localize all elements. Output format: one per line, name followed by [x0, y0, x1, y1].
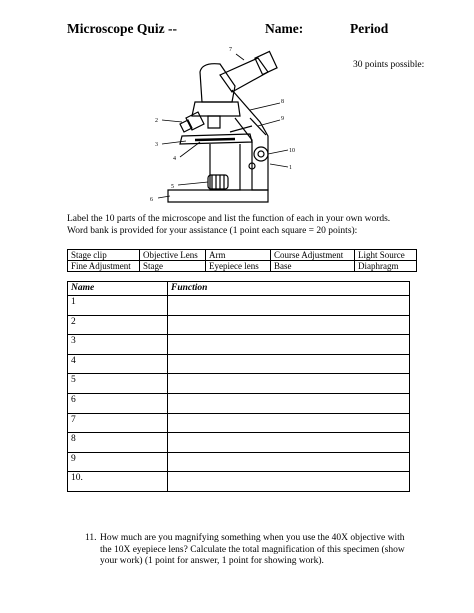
function-answer-cell[interactable] [168, 433, 410, 453]
row-number: 3 [68, 335, 168, 355]
function-answer-cell[interactable] [168, 393, 410, 413]
diagram-label-1: 1 [289, 165, 292, 171]
table-row [68, 296, 410, 316]
table-row [68, 335, 410, 355]
function-answer-cell[interactable] [168, 413, 410, 433]
row-number: 1 [68, 296, 168, 316]
instructions-line-2: Word bank is provided for your assistance (1 point each square = 20 points): [67, 225, 358, 236]
table-row [68, 354, 410, 374]
table-row [68, 472, 410, 492]
table-row [68, 374, 410, 394]
word-bank-cell: Eyepiece lens [206, 261, 271, 272]
quiz-title: Microscope Quiz -- [67, 21, 177, 36]
row-number: 4 [68, 354, 168, 374]
word-bank-cell: Stage clip [68, 250, 140, 261]
instructions-line-1: Label the 10 parts of the microscope and list the function of each in your own words. [67, 214, 391, 224]
word-bank-row [68, 250, 417, 261]
function-answer-cell[interactable] [168, 335, 410, 355]
table-row [68, 413, 410, 433]
table-row [68, 315, 410, 335]
word-bank-row [68, 261, 417, 272]
row-number: 7 [68, 413, 168, 433]
row-number: 2 [68, 315, 168, 335]
diagram-label-3: 3 [155, 142, 158, 148]
points-note: 30 points possible: [353, 60, 425, 70]
word-bank-table [67, 249, 417, 272]
diagram-label-4: 4 [173, 156, 176, 162]
function-answer-cell[interactable] [168, 452, 410, 472]
word-bank-cell: Base [271, 261, 355, 272]
diagram-label-5: 5 [171, 184, 174, 190]
name-column-header: Name [68, 282, 168, 296]
row-number: 9 [68, 452, 168, 472]
diagram-label-8: 8 [281, 99, 284, 105]
word-bank-cell: Arm [206, 250, 271, 261]
diagram-label-9: 9 [281, 116, 284, 122]
function-table-header [68, 282, 410, 296]
word-bank-cell: Stage [140, 261, 206, 272]
function-answer-cell[interactable] [168, 354, 410, 374]
function-answer-cell[interactable] [168, 296, 410, 316]
diagram-label-2: 2 [155, 118, 158, 124]
row-number: 6 [68, 393, 168, 413]
period-label: Period [350, 21, 389, 36]
function-answer-cell[interactable] [168, 374, 410, 394]
row-number: 5 [68, 374, 168, 394]
function-table [67, 281, 410, 492]
table-row [68, 452, 410, 472]
diagram-label-10: 10 [289, 148, 295, 154]
word-bank-cell: Diaphragm [355, 261, 417, 272]
function-column-header: Function [168, 282, 410, 296]
row-number: 8 [68, 433, 168, 453]
microscope-drawing [168, 51, 277, 202]
row-number: 10. [68, 472, 168, 492]
table-row [68, 433, 410, 453]
table-row [68, 393, 410, 413]
word-bank-cell: Course Adjustment [271, 250, 355, 261]
function-answer-cell[interactable] [168, 472, 410, 492]
word-bank-cell: Light Source [355, 250, 417, 261]
diagram-labels [150, 47, 295, 203]
name-label: Name: [265, 21, 304, 36]
question-11 [85, 533, 405, 568]
instructions [67, 214, 427, 237]
question-text: How much are you magnifying something when you use the 40X objective with the 10X eyepiece lens? Calculate the total magnification of this specimen (show your work) (1 point for answer, 1 point for showing work). [100, 533, 405, 566]
function-answer-cell[interactable] [168, 315, 410, 335]
diagram-label-7: 7 [229, 47, 232, 53]
question-number: 11. [85, 533, 97, 543]
word-bank-cell: Objective Lens [140, 250, 206, 261]
diagram-label-6: 6 [150, 197, 153, 203]
microscope-diagram [140, 40, 310, 210]
word-bank-cell: Fine Adjustment [68, 261, 140, 272]
